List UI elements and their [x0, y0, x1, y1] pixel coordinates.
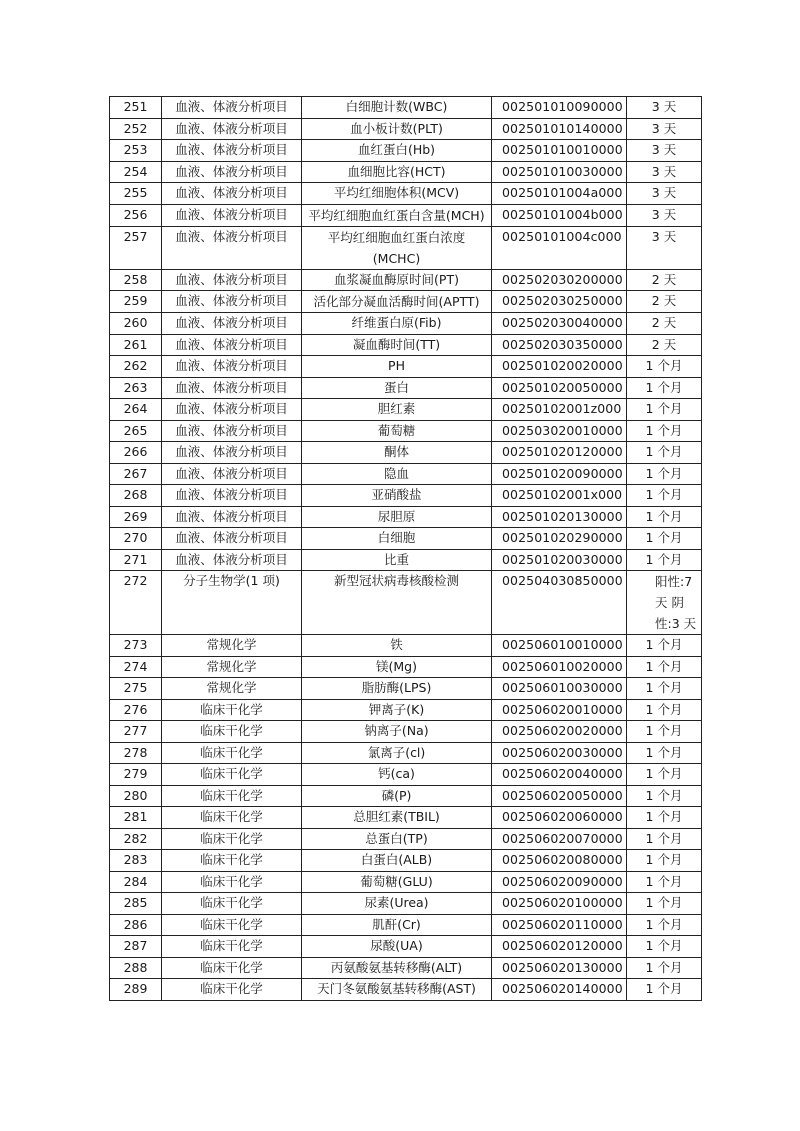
- item-code-cell: 002506010030000: [492, 678, 627, 700]
- item-name-cell: 血浆凝血酶原时间(PT): [302, 269, 492, 291]
- row-number-cell: 282: [110, 828, 162, 850]
- table-row: [110, 97, 702, 119]
- table-row: [110, 678, 702, 700]
- turnaround-period-cell: 1 个月: [627, 656, 702, 678]
- item-name-cell: 纤维蛋白原(Fib): [302, 313, 492, 335]
- turnaround-period-cell: 1 个月: [627, 936, 702, 958]
- turnaround-period-cell: 1 个月: [627, 785, 702, 807]
- table-row: [110, 957, 702, 979]
- item-name-cell: 血小板计数(PLT): [302, 118, 492, 140]
- row-number-cell: 285: [110, 893, 162, 915]
- row-number-cell: 278: [110, 742, 162, 764]
- table-row: [110, 549, 702, 571]
- row-number-cell: 265: [110, 420, 162, 442]
- category-cell: 血液、体液分析项目: [162, 269, 302, 291]
- turnaround-period-cell: 2 天: [627, 334, 702, 356]
- table-row: [110, 463, 702, 485]
- item-name-cell: 白蛋白(ALB): [302, 850, 492, 872]
- table-row: [110, 871, 702, 893]
- turnaround-period-cell: 2 天: [627, 291, 702, 313]
- table-row: [110, 807, 702, 829]
- category-cell: 常规化学: [162, 656, 302, 678]
- item-name-cell: 天门冬氨酸氨基转移酶(AST): [302, 979, 492, 1001]
- item-name-cell: 新型冠状病毒核酸检测: [302, 571, 492, 635]
- item-name-cell: 总胆红素(TBIL): [302, 807, 492, 829]
- row-number-cell: 276: [110, 699, 162, 721]
- row-number-cell: 261: [110, 334, 162, 356]
- item-code-cell: 002506020020000: [492, 721, 627, 743]
- category-cell: 血液、体液分析项目: [162, 334, 302, 356]
- item-code-cell: 002501020130000: [492, 506, 627, 528]
- turnaround-period-cell: 1 个月: [627, 807, 702, 829]
- turnaround-period-cell: 1 个月: [627, 764, 702, 786]
- turnaround-period-cell: 1 个月: [627, 420, 702, 442]
- item-name-cell: 肌酐(Cr): [302, 914, 492, 936]
- category-cell: 血液、体液分析项目: [162, 118, 302, 140]
- item-code-cell: 002506020120000: [492, 936, 627, 958]
- item-name-cell: 亚硝酸盐: [302, 485, 492, 507]
- turnaround-period-cell: 1 个月: [627, 377, 702, 399]
- category-cell: 临床干化学: [162, 914, 302, 936]
- table-row: [110, 721, 702, 743]
- category-cell: 血液、体液分析项目: [162, 442, 302, 464]
- category-cell: 临床干化学: [162, 699, 302, 721]
- table-row: [110, 850, 702, 872]
- item-code-cell: 002501010090000: [492, 97, 627, 119]
- row-number-cell: 256: [110, 204, 162, 226]
- item-code-cell: 002506020010000: [492, 699, 627, 721]
- item-code-cell: 002506020060000: [492, 807, 627, 829]
- item-name-cell: 钾离子(K): [302, 699, 492, 721]
- category-cell: 临床干化学: [162, 742, 302, 764]
- item-code-cell: 002501010030000: [492, 161, 627, 183]
- item-code-cell: 002501020090000: [492, 463, 627, 485]
- item-code-cell: 00250102001z000: [492, 399, 627, 421]
- item-name-cell: 平均红细胞体积(MCV): [302, 183, 492, 205]
- table-row: [110, 269, 702, 291]
- item-code-cell: 002501020030000: [492, 549, 627, 571]
- item-code-cell: 002501020050000: [492, 377, 627, 399]
- row-number-cell: 284: [110, 871, 162, 893]
- row-number-cell: 286: [110, 914, 162, 936]
- table-row: [110, 140, 702, 162]
- table-row: [110, 356, 702, 378]
- table-row: [110, 420, 702, 442]
- category-cell: 血液、体液分析项目: [162, 485, 302, 507]
- item-name-cell: 尿素(Urea): [302, 893, 492, 915]
- item-name-cell: 活化部分凝血活酶时间(APTT): [302, 291, 492, 313]
- category-cell: 临床干化学: [162, 828, 302, 850]
- row-number-cell: 287: [110, 936, 162, 958]
- turnaround-period-cell: 3 天: [627, 183, 702, 205]
- item-name-cell: 丙氨酸氨基转移酶(ALT): [302, 957, 492, 979]
- turnaround-period-cell: 3 天: [627, 140, 702, 162]
- row-number-cell: 281: [110, 807, 162, 829]
- turnaround-period-cell: 1 个月: [627, 528, 702, 550]
- item-code-cell: 002501010140000: [492, 118, 627, 140]
- item-name-cell: 血红蛋白(Hb): [302, 140, 492, 162]
- row-number-cell: 257: [110, 226, 162, 269]
- row-number-cell: 272: [110, 571, 162, 635]
- item-code-cell: 002506020050000: [492, 785, 627, 807]
- item-code-cell: 002506010020000: [492, 656, 627, 678]
- item-code-cell: 00250101004b000: [492, 204, 627, 226]
- row-number-cell: 266: [110, 442, 162, 464]
- item-code-cell: 00250101004a000: [492, 183, 627, 205]
- table-row: [110, 893, 702, 915]
- item-code-cell: 002506020040000: [492, 764, 627, 786]
- table-row: [110, 571, 702, 635]
- table-row: [110, 656, 702, 678]
- turnaround-period-cell: 1 个月: [627, 721, 702, 743]
- item-code-cell: 002506020110000: [492, 914, 627, 936]
- item-name-cell: 胆红素: [302, 399, 492, 421]
- item-name-cell: 平均红细胞血红蛋白浓度(MCHC): [302, 226, 492, 269]
- item-code-cell: 002501010010000: [492, 140, 627, 162]
- turnaround-period-cell: 1 个月: [627, 742, 702, 764]
- item-code-cell: 002506020080000: [492, 850, 627, 872]
- item-code-cell: 002503020010000: [492, 420, 627, 442]
- turnaround-period-cell: 1 个月: [627, 549, 702, 571]
- turnaround-period-cell: 1 个月: [627, 506, 702, 528]
- table-row: [110, 313, 702, 335]
- item-code-cell: 00250101004c000: [492, 226, 627, 269]
- table-row: [110, 334, 702, 356]
- category-cell: 临床干化学: [162, 936, 302, 958]
- category-cell: 临床干化学: [162, 871, 302, 893]
- item-name-cell: 酮体: [302, 442, 492, 464]
- row-number-cell: 268: [110, 485, 162, 507]
- row-number-cell: 274: [110, 656, 162, 678]
- category-cell: 血液、体液分析项目: [162, 506, 302, 528]
- row-number-cell: 267: [110, 463, 162, 485]
- table-row: [110, 764, 702, 786]
- item-code-cell: 002506020130000: [492, 957, 627, 979]
- item-name-cell: 白细胞: [302, 528, 492, 550]
- item-name-cell: 钠离子(Na): [302, 721, 492, 743]
- table-row: [110, 204, 702, 226]
- row-number-cell: 273: [110, 635, 162, 657]
- test-item-table: [109, 96, 702, 1001]
- item-name-cell: 氯离子(cl): [302, 742, 492, 764]
- table-row: [110, 936, 702, 958]
- item-code-cell: 002506020070000: [492, 828, 627, 850]
- item-code-cell: 002502030250000: [492, 291, 627, 313]
- turnaround-period-cell: 3 天: [627, 97, 702, 119]
- category-cell: 血液、体液分析项目: [162, 161, 302, 183]
- item-name-cell: 尿胆原: [302, 506, 492, 528]
- item-name-cell: 葡萄糖(GLU): [302, 871, 492, 893]
- row-number-cell: 280: [110, 785, 162, 807]
- item-code-cell: 002506010010000: [492, 635, 627, 657]
- item-name-cell: PH: [302, 356, 492, 378]
- row-number-cell: 253: [110, 140, 162, 162]
- turnaround-period-cell: 3 天: [627, 204, 702, 226]
- table-row: [110, 291, 702, 313]
- turnaround-period-cell: 1 个月: [627, 678, 702, 700]
- category-cell: 临床干化学: [162, 764, 302, 786]
- item-code-cell: 002504030850000: [492, 571, 627, 635]
- turnaround-period-cell: 1 个月: [627, 635, 702, 657]
- row-number-cell: 252: [110, 118, 162, 140]
- row-number-cell: 277: [110, 721, 162, 743]
- turnaround-period-cell: 1 个月: [627, 399, 702, 421]
- turnaround-period-cell: 1 个月: [627, 828, 702, 850]
- row-number-cell: 263: [110, 377, 162, 399]
- category-cell: 血液、体液分析项目: [162, 356, 302, 378]
- turnaround-period-cell: 阳性:7 天 阴性:3 天: [627, 571, 702, 635]
- item-name-cell: 平均红细胞血红蛋白含量(MCH): [302, 204, 492, 226]
- row-number-cell: 258: [110, 269, 162, 291]
- category-cell: 血液、体液分析项目: [162, 420, 302, 442]
- category-cell: 临床干化学: [162, 721, 302, 743]
- category-cell: 血液、体液分析项目: [162, 204, 302, 226]
- turnaround-period-cell: 2 天: [627, 269, 702, 291]
- category-cell: 血液、体液分析项目: [162, 313, 302, 335]
- table-row: [110, 118, 702, 140]
- category-cell: 临床干化学: [162, 957, 302, 979]
- row-number-cell: 275: [110, 678, 162, 700]
- table-row: [110, 377, 702, 399]
- item-code-cell: 002506020140000: [492, 979, 627, 1001]
- category-cell: 临床干化学: [162, 785, 302, 807]
- category-cell: 血液、体液分析项目: [162, 97, 302, 119]
- category-cell: 血液、体液分析项目: [162, 528, 302, 550]
- item-code-cell: 00250102001x000: [492, 485, 627, 507]
- table-row: [110, 828, 702, 850]
- row-number-cell: 269: [110, 506, 162, 528]
- category-cell: 常规化学: [162, 678, 302, 700]
- table-row: [110, 399, 702, 421]
- item-code-cell: 002501020120000: [492, 442, 627, 464]
- turnaround-period-cell: 1 个月: [627, 442, 702, 464]
- item-name-cell: 总蛋白(TP): [302, 828, 492, 850]
- category-cell: 临床干化学: [162, 850, 302, 872]
- row-number-cell: 264: [110, 399, 162, 421]
- turnaround-period-cell: 3 天: [627, 118, 702, 140]
- table-row: [110, 979, 702, 1001]
- row-number-cell: 271: [110, 549, 162, 571]
- row-number-cell: 279: [110, 764, 162, 786]
- row-number-cell: 289: [110, 979, 162, 1001]
- category-cell: 血液、体液分析项目: [162, 291, 302, 313]
- item-name-cell: 铁: [302, 635, 492, 657]
- row-number-cell: 254: [110, 161, 162, 183]
- turnaround-period-cell: 1 个月: [627, 485, 702, 507]
- item-name-cell: 尿酸(UA): [302, 936, 492, 958]
- category-cell: 临床干化学: [162, 807, 302, 829]
- table-row: [110, 183, 702, 205]
- turnaround-period-cell: 3 天: [627, 161, 702, 183]
- item-code-cell: 002502030200000: [492, 269, 627, 291]
- category-cell: 临床干化学: [162, 979, 302, 1001]
- item-code-cell: 002502030040000: [492, 313, 627, 335]
- turnaround-period-cell: 1 个月: [627, 356, 702, 378]
- category-cell: 血液、体液分析项目: [162, 140, 302, 162]
- table-row: [110, 742, 702, 764]
- item-name-cell: 白细胞计数(WBC): [302, 97, 492, 119]
- item-name-cell: 凝血酶时间(TT): [302, 334, 492, 356]
- item-name-cell: 脂肪酶(LPS): [302, 678, 492, 700]
- turnaround-period-cell: 1 个月: [627, 463, 702, 485]
- turnaround-period-cell: 1 个月: [627, 850, 702, 872]
- table-row: [110, 442, 702, 464]
- table-row: [110, 161, 702, 183]
- item-name-cell: 钙(ca): [302, 764, 492, 786]
- category-cell: 临床干化学: [162, 893, 302, 915]
- turnaround-period-cell: 1 个月: [627, 914, 702, 936]
- category-cell: 血液、体液分析项目: [162, 377, 302, 399]
- category-cell: 分子生物学(1 项): [162, 571, 302, 635]
- category-cell: 血液、体液分析项目: [162, 183, 302, 205]
- table-row: [110, 635, 702, 657]
- row-number-cell: 270: [110, 528, 162, 550]
- category-cell: 常规化学: [162, 635, 302, 657]
- category-cell: 血液、体液分析项目: [162, 549, 302, 571]
- table-row: [110, 528, 702, 550]
- item-name-cell: 磷(P): [302, 785, 492, 807]
- item-code-cell: 002506020030000: [492, 742, 627, 764]
- category-cell: 血液、体液分析项目: [162, 399, 302, 421]
- turnaround-period-cell: 3 天: [627, 226, 702, 269]
- item-code-cell: 002506020090000: [492, 871, 627, 893]
- turnaround-period-cell: 2 天: [627, 313, 702, 335]
- turnaround-period-cell: 1 个月: [627, 979, 702, 1001]
- category-cell: 血液、体液分析项目: [162, 463, 302, 485]
- row-number-cell: 262: [110, 356, 162, 378]
- table-row: [110, 226, 702, 269]
- item-name-cell: 血细胞比容(HCT): [302, 161, 492, 183]
- row-number-cell: 251: [110, 97, 162, 119]
- table-row: [110, 785, 702, 807]
- item-name-cell: 镁(Mg): [302, 656, 492, 678]
- row-number-cell: 260: [110, 313, 162, 335]
- table-row: [110, 914, 702, 936]
- item-name-cell: 比重: [302, 549, 492, 571]
- turnaround-period-cell: 1 个月: [627, 699, 702, 721]
- turnaround-period-cell: 1 个月: [627, 893, 702, 915]
- table-body: [110, 97, 702, 1001]
- row-number-cell: 288: [110, 957, 162, 979]
- item-code-cell: 002506020100000: [492, 893, 627, 915]
- item-code-cell: 002501020290000: [492, 528, 627, 550]
- turnaround-period-cell: 1 个月: [627, 871, 702, 893]
- table-row: [110, 485, 702, 507]
- item-code-cell: 002502030350000: [492, 334, 627, 356]
- table-row: [110, 506, 702, 528]
- category-cell: 血液、体液分析项目: [162, 226, 302, 269]
- row-number-cell: 255: [110, 183, 162, 205]
- table-row: [110, 699, 702, 721]
- turnaround-period-cell: 1 个月: [627, 957, 702, 979]
- item-name-cell: 葡萄糖: [302, 420, 492, 442]
- row-number-cell: 283: [110, 850, 162, 872]
- item-name-cell: 隐血: [302, 463, 492, 485]
- row-number-cell: 259: [110, 291, 162, 313]
- item-name-cell: 蛋白: [302, 377, 492, 399]
- item-code-cell: 002501020020000: [492, 356, 627, 378]
